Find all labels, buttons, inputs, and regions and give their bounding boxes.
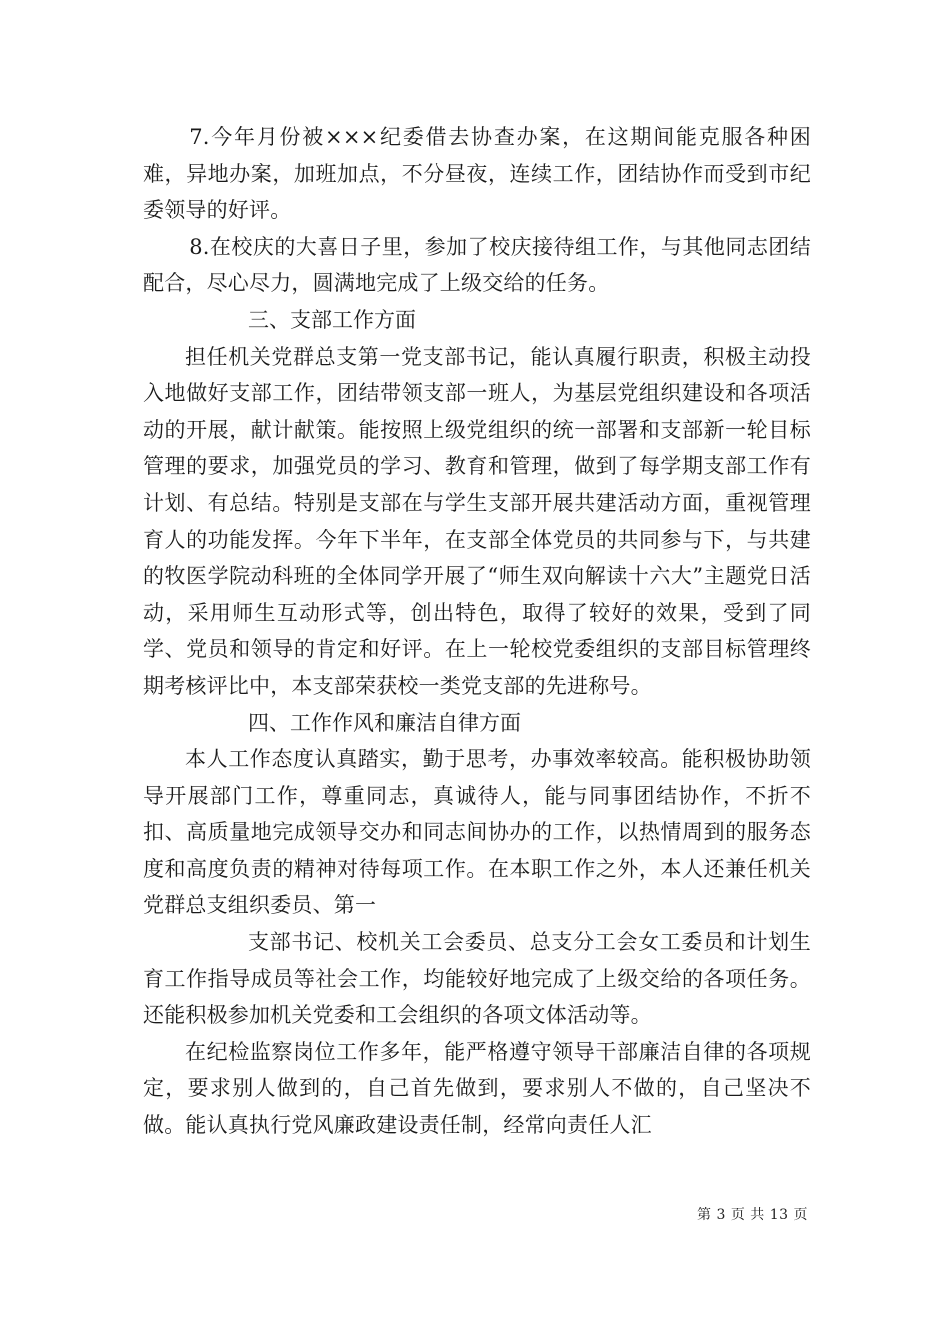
paragraph-discipline: 在纪检监察岗位工作多年，能严格遵守领导干部廉洁自律的各项规定，要求别人做到的，自己首先做到，要求别人不做的，自己坚决不做。能认真执行党风廉政建设责任制，经常向责任人汇	[143, 1039, 811, 1138]
paragraph-social-work: 支部书记、校机关工会委员、总支分工会女工委员和计划生育工作指导成员等社会工作，均能较好地完成了上级交给的各项任务。还能积极参加机关党委和工会组织的各项文体活动等。	[143, 930, 811, 1028]
paragraph-item-8: 8.在校庆的大喜日子里，参加了校庆接待组工作，与其他同志团结配合，尽心尽力，圆满地完成了上级交给的任务。	[143, 234, 811, 296]
paragraph-branch-work: 担任机关党群总支第一党支部书记，能认真履行职责，积极主动投入地做好支部工作，团结带领支部一班人，为基层党组织建设和各项活动的开展，献计献策。能按照上级党组织的统一部署和支部新一轮目标管理的要求，加强党员的学习、教育和管理，做到了每学期支部工作有计划、有总结。特别是支部在与学生支部开展共建活动方面，重视管理育人的功能发挥。今年下半年，在支部全体党员的共同参与下，与共建的牧医学院动科班的全体同学开展了“师生双向解读十六大”主题党日活动，采用师生互动形式等，创出特色，取得了较好的效果，受到了同学、党员和领导的肯定和好评。在上一轮校党委组织的支部目标管理终期考核评比中，本支部荣获校一类党支部的先进称号。	[143, 344, 811, 698]
section-heading-work-style: 四、工作作风和廉洁自律方面	[248, 710, 521, 735]
paragraph-work-style: 本人工作态度认真踏实，勤于思考，办事效率较高。能积极协助领导开展部门工作，尊重同志，真诚待人，能与同事团结协作，不折不扣、高质量地完成领导交办和同志间协办的工作，以热情周到的服务态度和高度负责的精神对待每项工作。在本职工作之外，本人还兼任机关党群总支组织委员、第一	[143, 747, 811, 918]
page-number: 第 3 页 共 13 页	[697, 1207, 808, 1223]
section-heading-branch-work: 三、支部工作方面	[248, 307, 416, 332]
paragraph-item-7: 7.今年月份被×××纪委借去协查办案，在这期间能克服各种困难，异地办案，加班加点，不分昼夜，连续工作，团结协作而受到市纪委领导的好评。	[143, 125, 811, 223]
document-body	[143, 119, 811, 1144]
